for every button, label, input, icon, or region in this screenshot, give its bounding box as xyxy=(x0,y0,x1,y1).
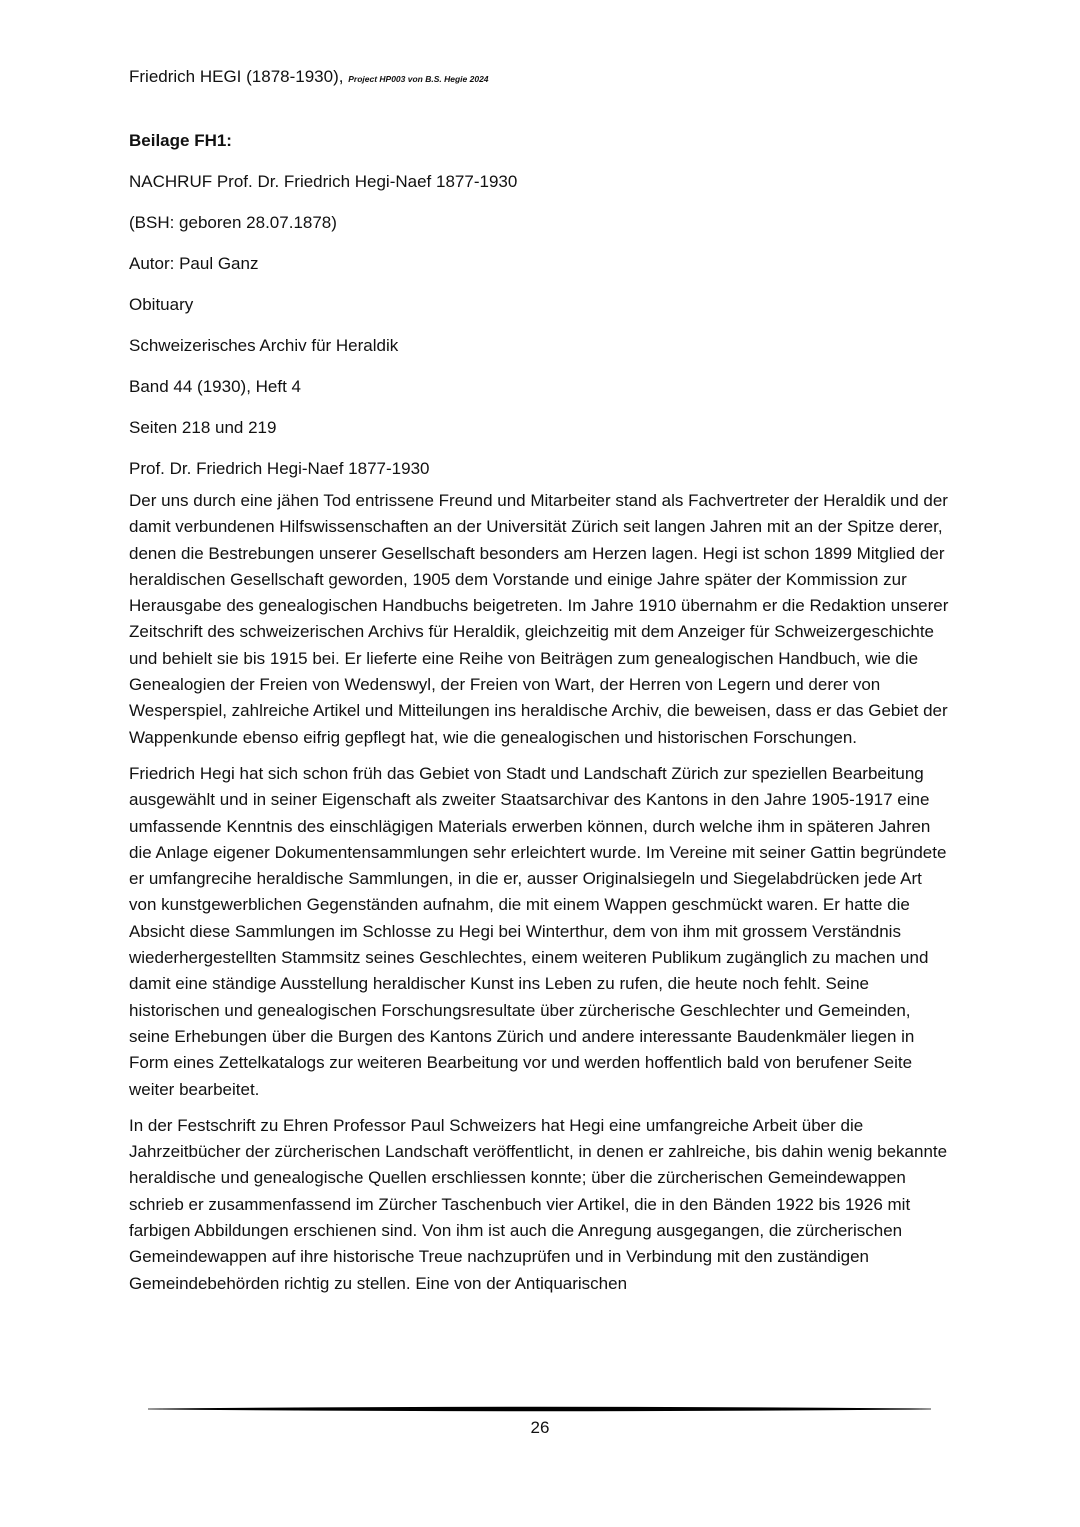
section-heading: Beilage FH1: xyxy=(129,131,232,150)
volume-line: Band 44 (1930), Heft 4 xyxy=(129,377,302,396)
paragraph-3: In der Festschrift zu Ehren Professor Paul Schweizers hat Hegi eine umfangreiche Arbeit über die Jahrzeitbücher der zürcherischen Landschaft veröffentlicht, in denen er zahlreiche, bis dahin wenig bekannte heraldische und genealogische Quellen erschliessen konnte; über die zürcherischen Gemeindewappen schrieb er zusammenfassend im Zürcher Taschenbuch vier Artikel, die in den Bänden 1922 bis 1926 mit farbigen Abbildungen erschienen sind. Von ihm ist auch die Anregung ausgegangen, die zürcherischen Gemeindewappen auf ihre historische Treue nachzuprüfen und in Verbindung mit den zuständigen Gemeindebehörden richtig zu stellen. Eine von der Antiquarischen xyxy=(129,1115,948,1293)
paragraph-2: Friedrich Hegi hat sich schon früh das Gebiet von Stadt und Landschaft Zürich zur speziellen Bearbeitung ausgewählt und in seiner Eigenschaft als zweiter Staatsarchivar des Kantons in den Jahre 1905-1917 eine umfassende Kenntnis des einschlägigen Materials erwerben können, durch welche ihm in späteren Jahren die Anlage eigener Dokumentensammlungen sehr erleichtert wurde. Im Vereine mit seiner Gattin begründete er umfangrecihe heraldische Sammlungen, in die er, ausser Originalsiegeln und Siegelabdrücken jede Art von kunstgewerblichen Gegenständen aufnahm, die mit einem Wappen geschmückt waren. Er hatte die Absicht diese Sammlungen im Schlosse zu Hegi bei Winterthur, dem von ihm mit grossem Verständnis wiederhergestellten Stammsitz seines Geschlechtes, einem weiteren Publikum zugänglich zu machen und damit eine ständige Ausstellung heraldischer Kunst ins Leben zu rufen, die heute noch fehlt. Seine historischen und genealogischen Forschungsresultate über zürcherische Geschlechter und Gemeinden, seine Erhebungen über die Burgen des Kantons Zürich und andere interessante Baudenkmäler liegen in Form eines Zettelkatalogs zur weiteren Bearbeitung vor und werden hoffentlich bald von berufener Seite weiter bearbeitet. xyxy=(129,763,947,1099)
journal-line: Schweizerisches Archiv für Heraldik xyxy=(129,336,399,355)
footer-divider xyxy=(148,1405,931,1413)
article-title-line: Prof. Dr. Friedrich Hegi-Naef 1877-1930 xyxy=(129,459,430,478)
page-header xyxy=(129,66,489,90)
author-line: Autor: Paul Ganz xyxy=(129,254,259,273)
page-number: 26 xyxy=(530,1418,550,1437)
pages-line: Seiten 218 und 219 xyxy=(129,418,277,437)
header-title: Friedrich HEGI (1878-1930), xyxy=(129,67,344,86)
type-line: Obituary xyxy=(129,295,194,314)
document-body xyxy=(129,130,951,1307)
paragraph-1: Der uns durch eine jähen Tod entrissene Freund und Mitarbeiter stand als Fachvertreter der Heraldik und der damit verbundenen Hilfswissenschaften an der Universität Zürich seit langen Jahren mit an der Spitze derer, denen die Bestrebungen unserer Gesellschaft besonders am Herzen lagen. Hegi ist schon 1899 Mitglied der heraldischen Gesellschaft geworden, 1905 dem Vorstande und einige Jahre später der Kommission zur Herausgabe des genealogischen Handbuchs beigetreten. Im Jahre 1910 übernahm er die Redaktion unserer Zeitschrift des schweizerischen Archivs für Heraldik, gleichzeitig mit dem Anzeiger für Schweizergeschichte und behielt sie bis 1915 bei. Er lieferte eine Reihe von Beiträgen zum genealogischen Handbuch, wie die Genealogien der Freien von Wedenswyl, der Freien von Wart, der Herren von Legern und derer von Wesperspiel, zahlreiche Artikel und Mitteilungen ins heraldische Archiv, die beweisen, dass er das Gebiet der Wappenkunde ebenso eifrig gepflegt hat, wie die genealogischen und historischen Forschungen. xyxy=(129,491,949,747)
header-subtitle: Project HP003 von B.S. Hegie 2024 xyxy=(348,74,489,84)
birth-note-line: (BSH: geboren 28.07.1878) xyxy=(129,213,337,232)
obituary-title-line: NACHRUF Prof. Dr. Friedrich Hegi-Naef 1877-1930 xyxy=(129,172,518,191)
